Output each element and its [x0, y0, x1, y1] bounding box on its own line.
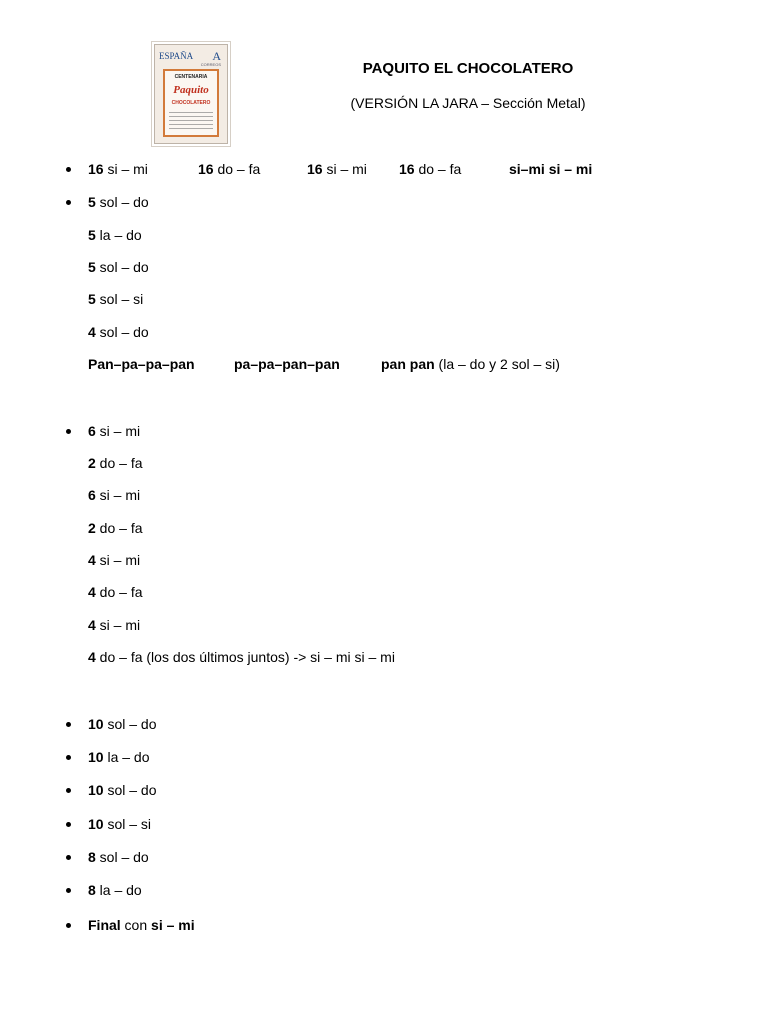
- bullet-icon: [66, 755, 71, 760]
- list-item: [88, 552, 140, 568]
- list-item: [88, 917, 195, 933]
- list-item: [88, 649, 395, 665]
- notes: do – fa: [95, 520, 143, 536]
- list-item: [88, 423, 140, 439]
- count: 2: [88, 455, 96, 471]
- notes: sol – do: [103, 716, 157, 732]
- list-item: [88, 356, 608, 374]
- stamp-value: A: [212, 49, 221, 63]
- count: 5: [88, 227, 96, 243]
- count: 16: [88, 161, 104, 177]
- list-item: [88, 324, 149, 340]
- count: 5: [88, 291, 96, 307]
- count: 8: [88, 882, 96, 898]
- bullet-icon: [66, 167, 71, 172]
- count: 16: [399, 161, 415, 177]
- notes: sol – do: [103, 782, 157, 798]
- count: 4: [88, 649, 96, 665]
- notes: la – do: [95, 227, 142, 243]
- bullet-icon: [66, 923, 71, 928]
- stamp-line1: CENTENARIA: [174, 74, 208, 80]
- count: 16: [307, 161, 323, 177]
- notes: sol – do: [95, 194, 149, 210]
- count: 10: [88, 716, 104, 732]
- stamp-country: ESPAÑA: [159, 51, 194, 61]
- count: 10: [88, 782, 104, 798]
- notes: si – mi: [95, 552, 141, 568]
- list-item: [88, 194, 149, 210]
- notes: sol – si: [103, 816, 152, 832]
- notes: do – fa: [213, 161, 261, 177]
- list-item: [88, 816, 151, 832]
- bullet-icon: [66, 888, 71, 893]
- notes-bold: Final: [88, 917, 121, 933]
- count: 6: [88, 487, 96, 503]
- notes: si – mi: [322, 161, 367, 177]
- count: 5: [88, 194, 96, 210]
- count: 16: [198, 161, 214, 177]
- page-title: PAQUITO EL CHOCOLATERO: [362, 60, 574, 77]
- count: 4: [88, 324, 96, 340]
- count: 8: [88, 849, 96, 865]
- notes-bold: si – mi: [151, 917, 195, 933]
- count: 2: [88, 520, 96, 536]
- list-item: [88, 749, 150, 765]
- stamp-artwork: [163, 69, 219, 137]
- count: 10: [88, 749, 104, 765]
- bullet-icon: [66, 429, 71, 434]
- list-item: [88, 227, 142, 243]
- stamp-sub: CORREOS: [200, 62, 221, 67]
- list-item: [88, 487, 140, 503]
- notes-bold: Pan–pa–pa–pan: [88, 356, 195, 372]
- stamp-name: Paquito: [173, 84, 209, 96]
- notes: si – mi: [95, 423, 141, 439]
- notes: si – mi: [103, 161, 148, 177]
- notes-bold: pa–pa–pan–pan: [234, 356, 340, 372]
- count: 10: [88, 816, 104, 832]
- count: 4: [88, 552, 96, 568]
- notes: sol – do: [95, 259, 149, 275]
- notes: do – fa: [414, 161, 462, 177]
- notes-bold: pan pan: [381, 356, 435, 372]
- list-item: [88, 617, 140, 633]
- list-item: [88, 584, 143, 600]
- notes-bold: si–mi si – mi: [509, 161, 593, 177]
- notes: la – do: [103, 749, 150, 765]
- stamp-text-lines: [169, 109, 213, 131]
- bullet-icon: [66, 200, 71, 205]
- stamp-line3: CHOCOLATERO: [171, 100, 211, 106]
- notes: do – fa: [95, 455, 143, 471]
- list-item: [88, 291, 143, 307]
- notes: sol – do: [95, 849, 149, 865]
- stamp-image: [154, 44, 228, 144]
- notes: la – do: [95, 882, 142, 898]
- bullet-icon: [66, 822, 71, 827]
- list-item: [88, 259, 149, 275]
- notes: si – mi: [95, 617, 141, 633]
- bullet-icon: [66, 722, 71, 727]
- list-item: [88, 882, 142, 898]
- count: 4: [88, 617, 96, 633]
- count: 5: [88, 259, 96, 275]
- notes: si – mi: [95, 487, 141, 503]
- list-item: [88, 520, 143, 536]
- list-item: [88, 161, 648, 179]
- count: 6: [88, 423, 96, 439]
- notes: sol – si: [95, 291, 144, 307]
- notes: (la – do y 2 sol – si): [434, 356, 560, 372]
- bullet-icon: [66, 788, 71, 793]
- notes: sol – do: [95, 324, 149, 340]
- list-item: [88, 782, 157, 798]
- list-item: [88, 716, 157, 732]
- count: 4: [88, 584, 96, 600]
- page-subtitle: (VERSIÓN LA JARA – Sección Metal): [350, 95, 586, 111]
- notes: do – fa (los dos últimos juntos) -> si – mi si – mi: [95, 649, 395, 665]
- list-item: [88, 849, 149, 865]
- list-item: [88, 455, 143, 471]
- notes: do – fa: [95, 584, 143, 600]
- notes: con: [120, 917, 152, 933]
- bullet-icon: [66, 855, 71, 860]
